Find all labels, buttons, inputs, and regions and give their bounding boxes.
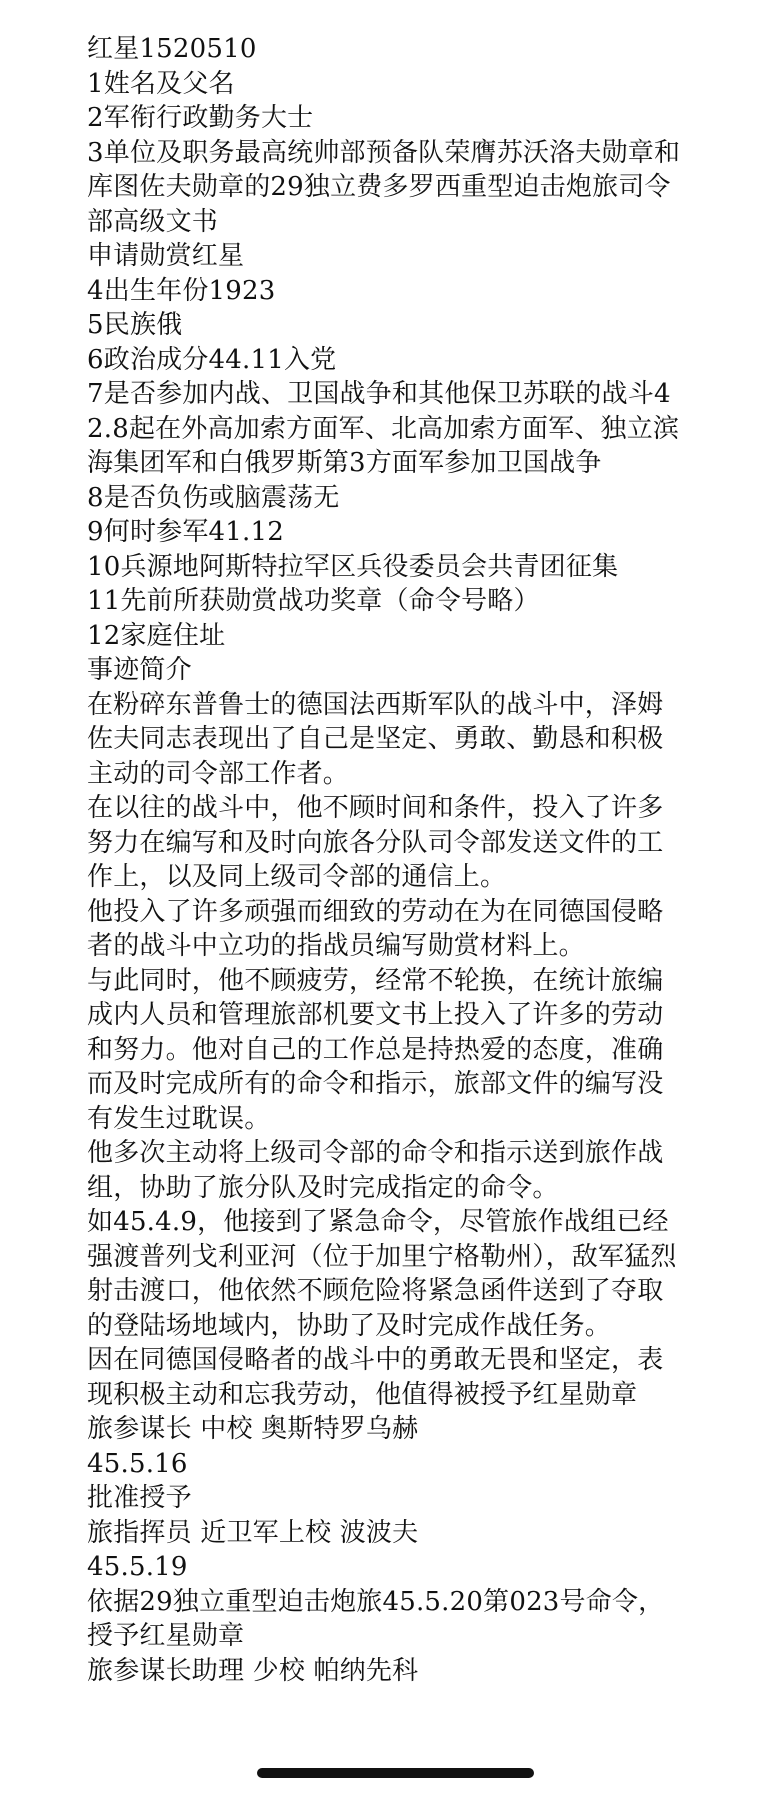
home-indicator[interactable] — [257, 1768, 534, 1778]
doc-line-nationality: 5民族俄 — [87, 310, 183, 340]
doc-line-previous-awards: 11先前所获勋赏战功奖章（命令号略） — [87, 586, 540, 616]
doc-line-rank: 2军衔行政勤务大士 — [87, 103, 314, 133]
doc-line-summary-heading: 事迹简介 — [87, 655, 192, 685]
doc-paragraph: 因在同德国侵略者的战斗中的勇敢无畏和坚定，表现积极主动和忘我劳动，他值得被授予红星勋章 — [87, 1345, 664, 1410]
doc-line-war-participation: 7是否参加内战、卫国战争和其他保卫苏联的战斗42.8起在外高加索方面军、北高加索方面军、独立滨海集团军和白俄罗斯第3方面军参加卫国战争 — [87, 379, 680, 478]
doc-paragraph: 与此同时，他不顾疲劳，经常不轮换，在统计旅编成内人员和管理旅部机要文书上投入了许多的劳动和努力。他对自己的工作总是持热爱的态度，准确而及时完成所有的命令和指示，旅部文件的编写没有发生过耽误。 — [87, 965, 664, 1134]
doc-paragraph: 在以往的战斗中，他不顾时间和条件，投入了许多努力在编写和及时向旅各分队司令部发送文件的工作上，以及同上级司令部的通信上。 — [87, 793, 664, 892]
doc-line-address: 12家庭住址 — [87, 620, 226, 651]
doc-line-signature: 旅参谋长助理 少校 帕纳先科 — [87, 1655, 419, 1686]
doc-paragraph: 在粉碎东普鲁士的德国法西斯军队的战斗中，泽姆佐夫同志表现出了自己是坚定、勇敢、勤恳和积极主动的司令部工作者。 — [87, 689, 664, 789]
doc-line-date: 45.5.16 — [87, 1448, 188, 1479]
doc-line-wounds: 8是否负伤或脑震荡无 — [87, 482, 340, 513]
doc-line-enlistment: 9何时参军41.12 — [87, 517, 284, 547]
doc-paragraph: 如45.4.9，他接到了紧急命令，尽管旅作战组已经强渡普列戈利亚河（位于加里宁格勒州），敌军猛烈射击渡口，他依然不顾危险将紧急函件送到了夺取的登陆场地域内，协助了及时完成作战任务。 — [87, 1207, 677, 1341]
doc-line-draft-office: 10兵源地阿斯特拉罕区兵役委员会共青团征集 — [87, 551, 619, 582]
doc-line-signature: 旅指挥员 近卫军上校 波波夫 — [87, 1517, 419, 1548]
doc-line-birth-year: 4出生年份1923 — [87, 275, 276, 306]
doc-line-order: 依据29独立重型迫击炮旅45.5.20第023号命令，授予红星勋章 — [87, 1586, 665, 1651]
doc-paragraph: 他多次主动将上级司令部的命令和指示送到旅作战组，协助了旅分队及时完成指定的命令。 — [87, 1138, 664, 1203]
doc-line-name: 1姓名及父名 — [87, 68, 235, 99]
doc-paragraph: 他投入了许多顽强而细致的劳动在为在同德国侵略者的战斗中立功的指战员编写勋赏材料上。 — [87, 896, 664, 961]
doc-line-award-request: 申请勋赏红星 — [87, 241, 245, 271]
doc-line-party: 6政治成分44.11入党 — [87, 344, 337, 375]
doc-line-date: 45.5.19 — [87, 1552, 188, 1582]
doc-line-award-title: 红星1520510 — [87, 34, 257, 64]
doc-line-signature: 旅参谋长 中校 奥斯特罗乌赫 — [87, 1414, 419, 1444]
doc-line-approval: 批准授予 — [87, 1483, 192, 1513]
award-document-text — [87, 32, 687, 1688]
doc-line-unit: 3单位及职务最高统帅部预备队荣膺苏沃洛夫勋章和库图佐夫勋章的29独立费多罗西重型迫击炮旅司令部高级文书 — [87, 137, 681, 237]
